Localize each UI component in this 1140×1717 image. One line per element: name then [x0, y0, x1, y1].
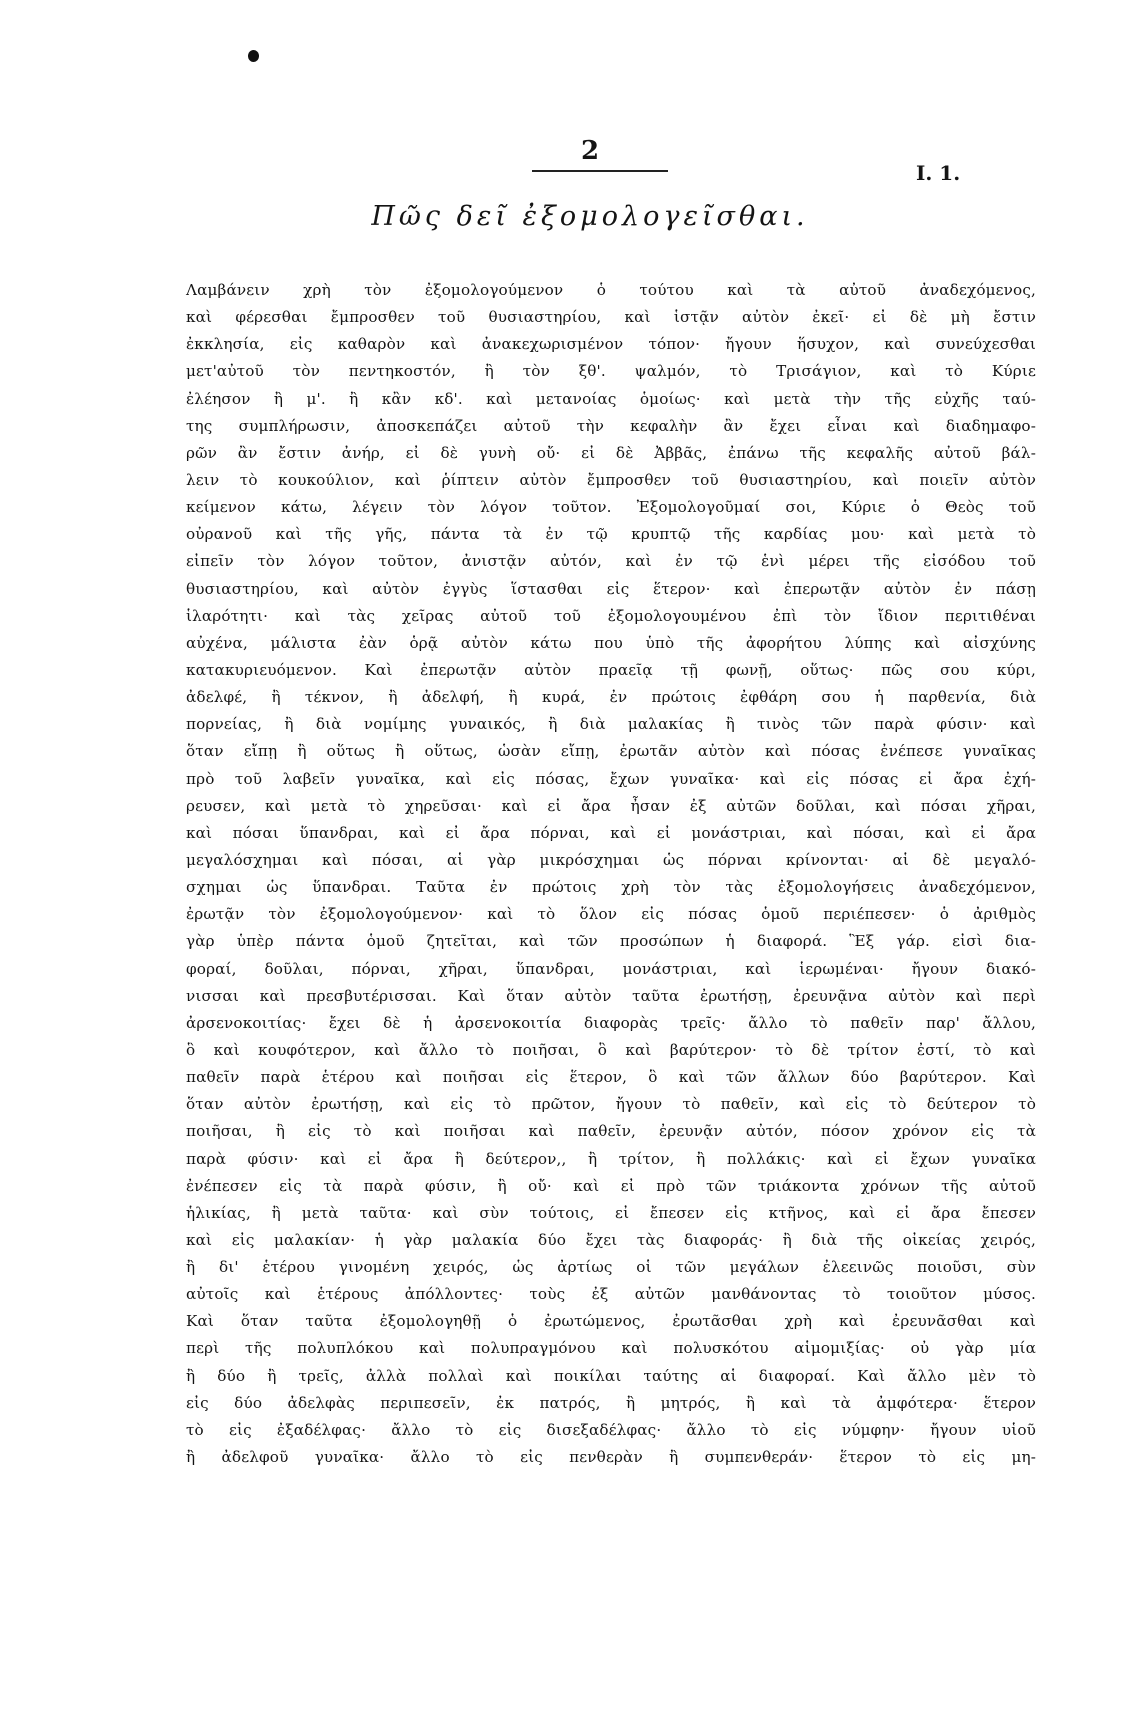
text-line: κείμενον κάτω, λέγειν τὸν λόγον τοῦτον. Ἐξομολογοῦμαί σοι, Κύριε ὁ Θεὸς τοῦ [186, 498, 1036, 517]
header-rule [532, 170, 668, 172]
text-line: ἢ ἀδελφοῦ γυναῖκα· ἄλλο τὸ εἰς πενθερὰν ἢ συμπενθεράν· ἕτερον τὸ εἰς μη- [186, 1448, 1036, 1467]
text-line: ἢ δύο ἢ τρεῖς, ἀλλὰ πολλαὶ καὶ ποικίλαι ταύτης αἱ διαφοραί. Καὶ ἄλλο μὲν τὸ [186, 1366, 1036, 1385]
text-line: παθεῖν παρὰ ἑτέρου καὶ ποιῆσαι εἰς ἕτερον, ὃ καὶ τῶν ἄλλων δύο βαρύτερον. Καὶ [186, 1068, 1036, 1087]
text-line: καὶ εἰς μαλακίαν· ἡ γὰρ μαλακία δύο ἔχει τὰς διαφοράς· ἢ διὰ τῆς οἰκείας χειρός, [186, 1230, 1036, 1249]
text-line: τὸ εἰς ἐξαδέλφας· ἄλλο τὸ εἰς δισεξαδέλφας· ἄλλο τὸ εἰς νύμφην· ἤγουν υἱοῦ [186, 1420, 1036, 1439]
text-line: λειν τὸ κουκούλιον, καὶ ῥίπτειν αὐτὸν ἔμπροσθεν τοῦ θυσιαστηρίου, καὶ ποιεῖν αὐτὸν [186, 470, 1036, 489]
text-line: πορνείας, ἢ διὰ νομίμης γυναικός, ἢ διὰ μαλακίας ἢ τινὸς τῶν παρὰ φύσιν· καὶ [186, 715, 1036, 734]
section-title: Πῶς δεῖ ἐξομολογεῖσθαι. [371, 201, 809, 232]
text-line: Καὶ ὅταν ταῦτα ἐξομολογηθῇ ὁ ἐρωτώμενος, ἐρωτᾶσθαι χρὴ καὶ ἐρευνᾶσθαι καὶ [186, 1312, 1036, 1331]
text-line: φοραί, δοῦλαι, πόρναι, χῆραι, ὕπανδραι, μονάστριαι, καὶ ἱερωμέναι· ἤγουν διακό- [186, 959, 1036, 978]
text-line: οὐρανοῦ καὶ τῆς γῆς, πάντα τὰ ἐν τῷ κρυπτῷ τῆς καρδίας μου· καὶ μετὰ τὸ [186, 525, 1036, 544]
text-line: ἐνέπεσεν εἰς τὰ παρὰ φύσιν, ἢ οὔ· καὶ εἰ πρὸ τῶν τριάκοντα χρόνων τῆς αὐτοῦ [186, 1176, 1036, 1195]
text-line: ἢ δι' ἑτέρου γινομένη χειρός, ὡς ἀρτίως οἱ τῶν μεγάλων ἐλεεινῶς ποιοῦσι, σὺν [186, 1258, 1036, 1277]
text-line: εἰς δύο ἀδελφὰς περιπεσεῖν, ἐκ πατρός, ἢ μητρός, ἢ καὶ τὰ ἀμφότερα· ἕτερον [186, 1393, 1036, 1412]
text-line: ἡλικίας, ἢ μετὰ ταῦτα· καὶ σὺν τούτοις, εἰ ἔπεσεν εἰς κτῆνος, καὶ εἰ ἄρα ἔπεσεν [186, 1203, 1036, 1222]
text-line: ἀδελφέ, ἢ τέκνον, ἢ ἀδελφή, ἢ κυρά, ἐν πρώτοις ἐφθάρη σου ἡ παρθενία, διὰ [186, 688, 1036, 707]
text-line: καὶ πόσαι ὕπανδραι, καὶ εἰ ἄρα πόρναι, καὶ εἰ μονάστριαι, καὶ πόσαι, καὶ εἰ ἄρα [186, 823, 1036, 842]
text-line: ἐλέησον ἢ μ'. ἢ κἂν κδ'. καὶ μετανοίας ὁμοίως· καὶ μετὰ τὴν τῆς εὐχῆς ταύ- [186, 389, 1036, 408]
text-line: παρὰ φύσιν· καὶ εἰ ἄρα ἢ δεύτερον,, ἢ τρίτον, ἢ πολλάκις· καὶ εἰ ἔχων γυναῖκα [186, 1149, 1036, 1168]
body-text [186, 277, 1036, 1471]
text-line: ρῶν ἂν ἔστιν ἀνήρ, εἰ δὲ γυνὴ οὔ· εἰ δὲ Ἀββᾶς, ἐπάνω τῆς κεφαλῆς αὐτοῦ βάλ- [186, 443, 1036, 462]
text-line: σχημαι ὡς ὕπανδραι. Ταῦτα ἐν πρώτοις χρὴ τὸν τὰς ἐξομολογήσεις ἀναδεχόμενον, [186, 878, 1036, 897]
text-line: πρὸ τοῦ λαβεῖν γυναῖκα, καὶ εἰς πόσας, ἔχων γυναῖκα· καὶ εἰς πόσας εἰ ἄρα ἐχή- [186, 769, 1036, 788]
text-line: γὰρ ὑπὲρ πάντα ὁμοῦ ζητεῖται, καὶ τῶν προσώπων ἡ διαφορά. Ἓξ γάρ. εἰσὶ δια- [186, 932, 1036, 951]
text-line: της συμπλήρωσιν, ἀποσκεπάζει αὐτοῦ τὴν κεφαλὴν ἂν ἔχει εἶναι καὶ διαδημαφο- [186, 416, 1036, 435]
text-line: ἱλαρότητι· καὶ τὰς χεῖρας αὐτοῦ τοῦ ἐξομολογουμένου ἐπὶ τὸν ἴδιον περιτιθέναι [186, 606, 1036, 625]
text-line: καὶ φέρεσθαι ἔμπροσθεν τοῦ θυσιαστηρίου, καὶ ἱστᾷν αὐτὸν ἐκεῖ· εἰ δὲ μὴ ἔστιν [186, 308, 1036, 327]
text-line: μεγαλόσχημαι καὶ πόσαι, αἱ γὰρ μικρόσχημαι ὡς πόρναι κρίνονται· αἱ δὲ μεγαλό- [186, 850, 1036, 869]
text-line: ποιῆσαι, ἢ εἰς τὸ καὶ ποιῆσαι καὶ παθεῖν, ἐρευνᾷν αὐτόν, πόσον χρόνον εἰς τὰ [186, 1122, 1036, 1141]
text-line: ρευσεν, καὶ μετὰ τὸ χηρεῦσαι· καὶ εἰ ἄρα ἦσαν ἐξ αὐτῶν δοῦλαι, καὶ πόσαι χῆραι, [186, 796, 1036, 815]
text-line: ἀρσενοκοιτίας· ἔχει δὲ ἡ ἀρσενοκοιτία διαφορὰς τρεῖς· ἄλλο τὸ παθεῖν παρ' ἄλλου, [186, 1013, 1036, 1032]
text-line: ὅταν εἴπῃ ἢ οὕτως ἢ οὕτως, ὡσὰν εἴπῃ, ἐρωτᾶν αὐτὸν καὶ πόσας ἐνέπεσε γυναῖκας [186, 742, 1036, 761]
margin-dot [248, 50, 259, 62]
text-line: ὃ καὶ κουφότερον, καὶ ἄλλο τὸ ποιῆσαι, ὃ καὶ βαρύτερον· τὸ δὲ τρίτον ἐστί, τὸ καὶ [186, 1040, 1036, 1059]
text-line: ἐρωτᾷν τὸν ἐξομολογούμενον· καὶ τὸ ὅλον εἰς πόσας ὁμοῦ περιέπεσεν· ὁ ἀριθμὸς [186, 905, 1036, 924]
text-line: ἐκκλησία, εἰς καθαρὸν καὶ ἀνακεχωρισμένον τόπον· ἤγουν ἥσυχον, καὶ συνεύχεσθαι [186, 335, 1036, 354]
text-line: περὶ τῆς πολυπλόκου καὶ πολυπραγμόνου καὶ πολυσκότου αἱμομιξίας· οὐ γὰρ μία [186, 1339, 1036, 1358]
text-line: κατακυριευόμενον. Καὶ ἐπερωτᾷν αὐτὸν πραεῖᾳ τῇ φωνῇ, οὕτως· πῶς σου κύρι, [186, 660, 1036, 679]
text-line: θυσιαστηρίου, καὶ αὐτὸν ἐγγὺς ἵστασθαι εἰς ἕτερον· καὶ ἐπερωτᾷν αὐτὸν ἐν πάσῃ [186, 579, 1036, 598]
text-line: νισσαι καὶ πρεσβυτέρισσαι. Καὶ ὅταν αὐτὸν ταῦτα ἐρωτήσῃ, ἐρευνᾷνα αὐτὸν καὶ περὶ [186, 986, 1036, 1005]
text-line: αὐτοῖς καὶ ἑτέρους ἀπόλλοντες· τοὺς ἐξ αὐτῶν μανθάνοντας τὸ τοιοῦτον μύσος. [186, 1285, 1036, 1304]
text-line: αὐχένα, μάλιστα ἐὰν ὁρᾷ αὐτὸν κάτω που ὑπὸ τῆς ἀφορήτου λύπης καὶ αἰσχύνης [186, 633, 1036, 652]
page-number: 2 [580, 136, 600, 166]
text-line: ὅταν αὐτὸν ἐρωτήσῃ, καὶ εἰς τὸ πρῶτον, ἤγουν τὸ παθεῖν, καὶ εἰς τὸ δεύτερον τὸ [186, 1095, 1036, 1114]
text-line: Λαμβάνειν χρὴ τὸν ἐξομολογούμενον ὁ τούτου καὶ τὰ αὐτοῦ ἀναδεχόμενος, [186, 281, 1036, 299]
text-line: μετ'αὐτοῦ τὸν πεντηκοστόν, ἢ τὸν ξθ'. ψαλμόν, τὸ Τρισάγιον, καὶ τὸ Κύριε [186, 362, 1036, 381]
text-line: εἰπεῖν τὸν λόγον τοῦτον, ἀνιστᾷν αὐτόν, καὶ ἐν τῷ ἑνὶ μέρει τῆς εἰσόδου τοῦ [186, 552, 1036, 571]
signature-mark: I. 1. [916, 161, 961, 185]
